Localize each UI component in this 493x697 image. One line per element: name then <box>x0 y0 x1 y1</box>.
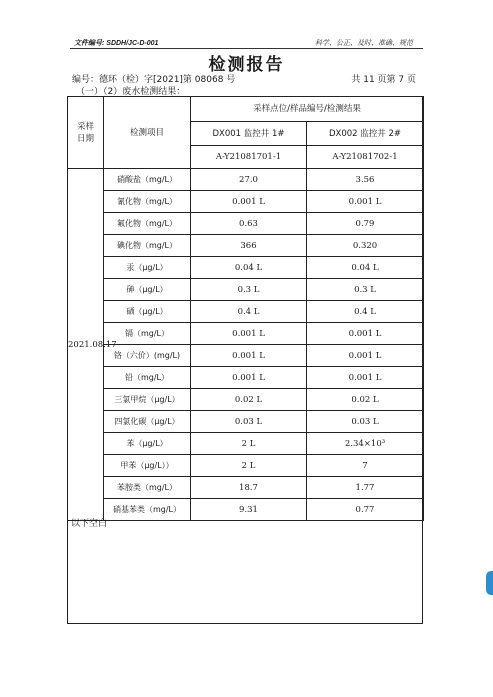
table-row <box>68 191 424 213</box>
table-row <box>68 213 424 235</box>
result-cell-point-2: 1.77 <box>307 477 424 499</box>
result-cell-point-2: 0.4 L <box>307 301 424 323</box>
section-heading: （一）（2）废水检测结果： <box>76 87 186 97</box>
table-row <box>68 235 424 257</box>
table-row <box>68 345 424 367</box>
table-row <box>68 477 424 499</box>
result-cell-point-1: 0.001 L <box>191 323 307 345</box>
result-cell-point-1: 0.4 L <box>191 301 307 323</box>
result-cell-point-2: 0.04 L <box>307 257 424 279</box>
result-cell-point-1: 27.0 <box>191 169 307 191</box>
sample-id-2: A-Y21081702-1 <box>307 146 424 169</box>
result-cell-point-2: 7 <box>307 455 424 477</box>
sample-id-1: A-Y21081701-1 <box>191 146 307 169</box>
result-cell-point-1: 9.31 <box>191 499 307 521</box>
test-item-cell: 硝酸盐（mg/L） <box>104 169 191 191</box>
table-row <box>68 411 424 433</box>
result-cell-point-1: 0.3 L <box>191 279 307 301</box>
result-cell-point-1: 18.7 <box>191 477 307 499</box>
test-item-cell: 镉（mg/L） <box>104 323 191 345</box>
test-item-cell: 硝基苯类（mg/L） <box>104 499 191 521</box>
result-cell-point-2: 0.03 L <box>307 411 424 433</box>
table-row <box>68 389 424 411</box>
sample-date-cell: 2021.08.17 <box>68 169 104 521</box>
table-row <box>68 257 424 279</box>
test-item-cell: 碘化物（mg/L） <box>104 235 191 257</box>
table-row <box>68 433 424 455</box>
table-row <box>68 301 424 323</box>
result-cell-point-1: 0.02 L <box>191 389 307 411</box>
result-cell-point-2: 3.56 <box>307 169 424 191</box>
test-item-cell: 四氯化碳（μg/L） <box>104 411 191 433</box>
page-info: 共 11 页第 7 页 <box>351 75 416 85</box>
header-point-group: 采样点位/样品编号/检测结果 <box>191 97 424 122</box>
file-number: 文件编号: SDDH/JC-D-001 <box>74 40 159 47</box>
test-item-cell: 铬（六价）(mg/L) <box>104 345 191 367</box>
result-cell-point-2: 0.001 L <box>307 367 424 389</box>
report-number: 编号：德环（检）字[2021]第 08068 号 <box>72 75 236 85</box>
result-cell-point-1: 0.001 L <box>191 191 307 213</box>
table-row <box>68 323 424 345</box>
result-cell-point-1: 2 L <box>191 455 307 477</box>
result-cell-point-1: 0.03 L <box>191 411 307 433</box>
result-cell-point-2: 0.001 L <box>307 323 424 345</box>
result-cell-point-1: 0.001 L <box>191 345 307 367</box>
table-row <box>68 279 424 301</box>
result-cell-point-1: 2 L <box>191 433 307 455</box>
test-item-cell: 氟化物（mg/L） <box>104 213 191 235</box>
header-point-2: DX002 监控井 2# <box>307 122 424 146</box>
test-item-cell: 甲苯（μg/L）） <box>104 455 191 477</box>
test-item-cell: 苯胺类（mg/L） <box>104 477 191 499</box>
result-cell-point-1: 0.04 L <box>191 257 307 279</box>
edge-tab-mark <box>486 571 493 595</box>
header-sample-date: 采样日期 <box>68 97 104 169</box>
result-cell-point-2: 0.79 <box>307 213 424 235</box>
test-item-cell: 三氯甲烷（μg/L） <box>104 389 191 411</box>
table-row <box>68 455 424 477</box>
test-item-cell: 砷（μg/L） <box>104 279 191 301</box>
table-row <box>68 169 424 191</box>
result-cell-point-1: 0.63 <box>191 213 307 235</box>
result-cell-point-2: 2.34×10³ <box>307 433 424 455</box>
header-test-item: 检测项目 <box>104 97 191 169</box>
result-cell-point-2: 0.001 L <box>307 191 424 213</box>
result-cell-point-2: 0.320 <box>307 235 424 257</box>
test-item-cell: 汞（μg/L） <box>104 257 191 279</box>
result-cell-point-2: 0.001 L <box>307 345 424 367</box>
blank-below-note: 以下空白 <box>71 519 108 529</box>
result-cell-point-2: 0.3 L <box>307 279 424 301</box>
result-cell-point-2: 0.02 L <box>307 389 424 411</box>
report-title: 检测报告 <box>208 55 285 75</box>
table-row <box>68 499 424 521</box>
result-cell-point-1: 366 <box>191 235 307 257</box>
result-cell-point-1: 0.001 L <box>191 367 307 389</box>
table-row <box>68 367 424 389</box>
results-table <box>67 96 424 521</box>
header-point-1: DX001 监控井 1# <box>191 122 307 146</box>
header-divider <box>70 48 423 49</box>
motto: 科学、公正、及时、准确、规范 <box>315 39 413 47</box>
test-item-cell: 硒（μg/L） <box>104 301 191 323</box>
test-item-cell: 氰化物（mg/L） <box>104 191 191 213</box>
test-item-cell: 铅（mg/L） <box>104 367 191 389</box>
result-cell-point-2: 0.77 <box>307 499 424 521</box>
test-item-cell: 苯（μg/L） <box>104 433 191 455</box>
